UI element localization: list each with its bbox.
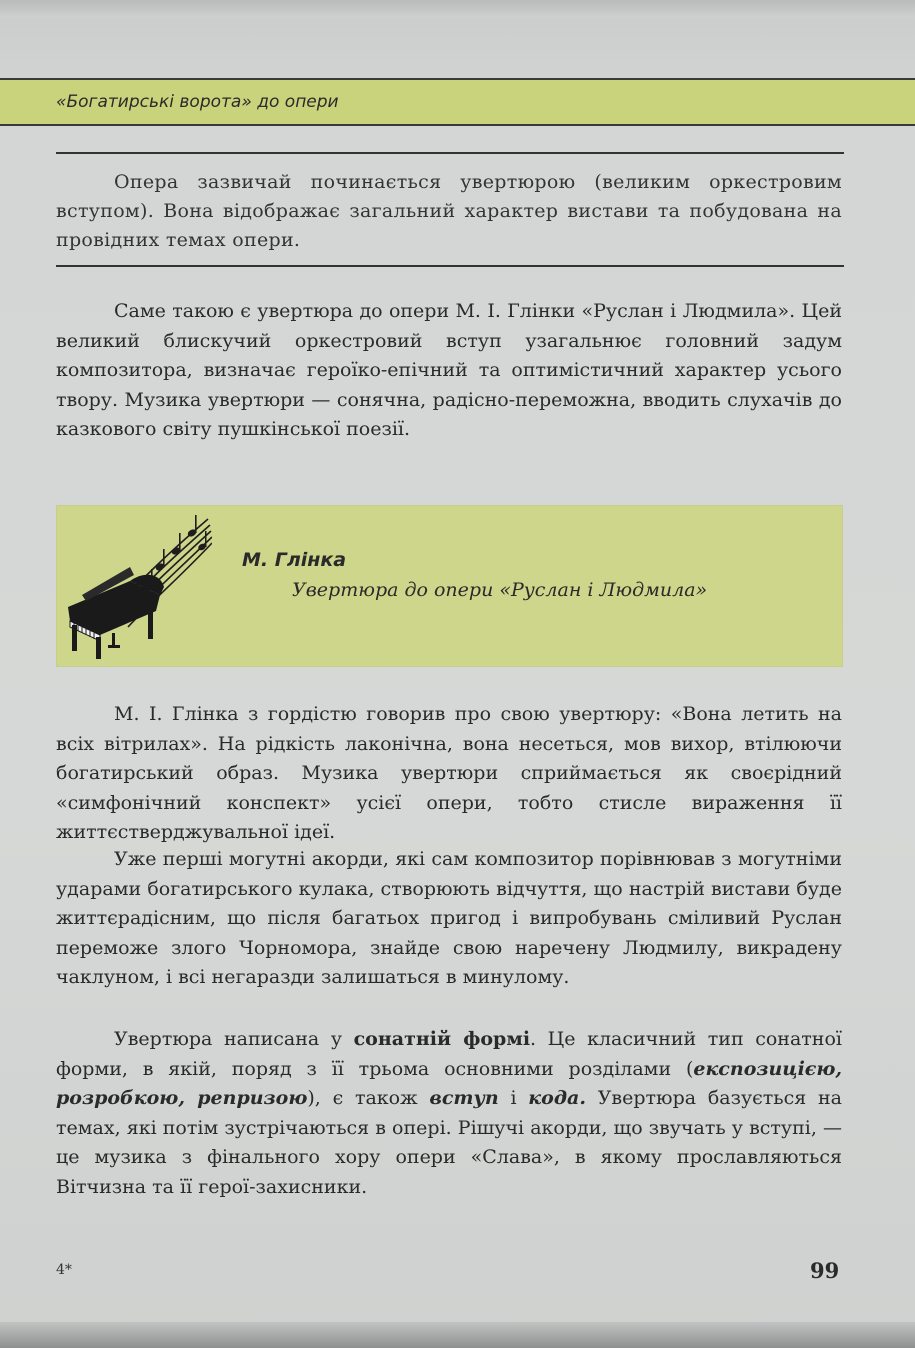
paragraph-2: М. І. Глінка з гордістю говорив про свою увертюру: «Вона летить на всіх вітрилах». На рідкість лаконічна, вона несеться, мов вихор, втілюючи богатирський образ. Музика увертюри сприймається як своєрідний «симфонічний конспект» усієї опери, тобто стисле вираження її життєстверджувальної ідеї. bbox=[56, 703, 842, 843]
signature-mark: 4* bbox=[56, 1262, 72, 1278]
page-bottom-edge bbox=[0, 1322, 915, 1348]
definition-bottom-rule bbox=[56, 265, 844, 267]
piano-with-notes-icon bbox=[60, 511, 212, 661]
paragraph-4-text: ), є також bbox=[307, 1087, 430, 1109]
paragraph-4 bbox=[56, 1025, 842, 1202]
paragraph-4-text: Увертюра базується на темах, які потім зустрічаються в опері. Рішучі акорди, що звучать у вступі, — це музика з фінального хору опери «Слава», в якому прославляються Вітчизна та її герої-захисники. bbox=[56, 1087, 843, 1198]
listening-box bbox=[56, 505, 843, 667]
paragraph-1: Саме такою є увертюра до опери М. І. Глінки «Руслан і Людмила». Цей великий блискучий оркестровий вступ узагальнює головний задум композитора, визначає героїко-епічний та оптимістичний характер усього твору. Музика увертюри — сонячна, радісно-переможна, вводить слухачів до казкового світу пушкінської поезії. bbox=[56, 300, 842, 440]
paragraph-4-text: . Це класичний тип сонатної форми, в якій, поряд з її трьома основними розділами ( bbox=[56, 1028, 842, 1080]
page-top-edge bbox=[0, 0, 915, 18]
paragraph-4-text: і bbox=[498, 1087, 529, 1109]
page-number: 99 bbox=[810, 1258, 840, 1283]
work-title: Увертюра до опери «Руслан і Людмила» bbox=[292, 579, 708, 601]
running-header-title: «Богатирські ворота» до опери bbox=[56, 92, 339, 112]
term-sections: експозицією, розробкою, репризою bbox=[56, 1057, 842, 1109]
term-sonata-form: сонатній формі bbox=[353, 1028, 531, 1050]
term-introduction: вступ bbox=[429, 1087, 499, 1109]
composer-name: М. Глінка bbox=[242, 549, 347, 571]
definition-text: Опера зазвичай починається увертюрою (великим оркестровим вступом). Вона відображає загальний характер вистави та побудована на провідних темах опери. bbox=[56, 171, 842, 251]
definition-top-rule bbox=[56, 152, 844, 154]
paragraph-4-text: Увертюра написана у bbox=[114, 1028, 354, 1050]
running-header bbox=[0, 78, 915, 126]
term-coda: кода. bbox=[528, 1087, 586, 1109]
paragraph-3: Уже перші могутні акорди, які сам композитор порівнював з могутніми ударами богатирського кулака, створюють відчуття, що настрій вистави буде життєрадісним, що після багатьох пригод і випробувань сміливий Руслан переможе злого Чорномора, знайде свою наречену Людмилу, викрадену чаклуном, і всі негаразди залишаться в минулому. bbox=[56, 848, 842, 988]
